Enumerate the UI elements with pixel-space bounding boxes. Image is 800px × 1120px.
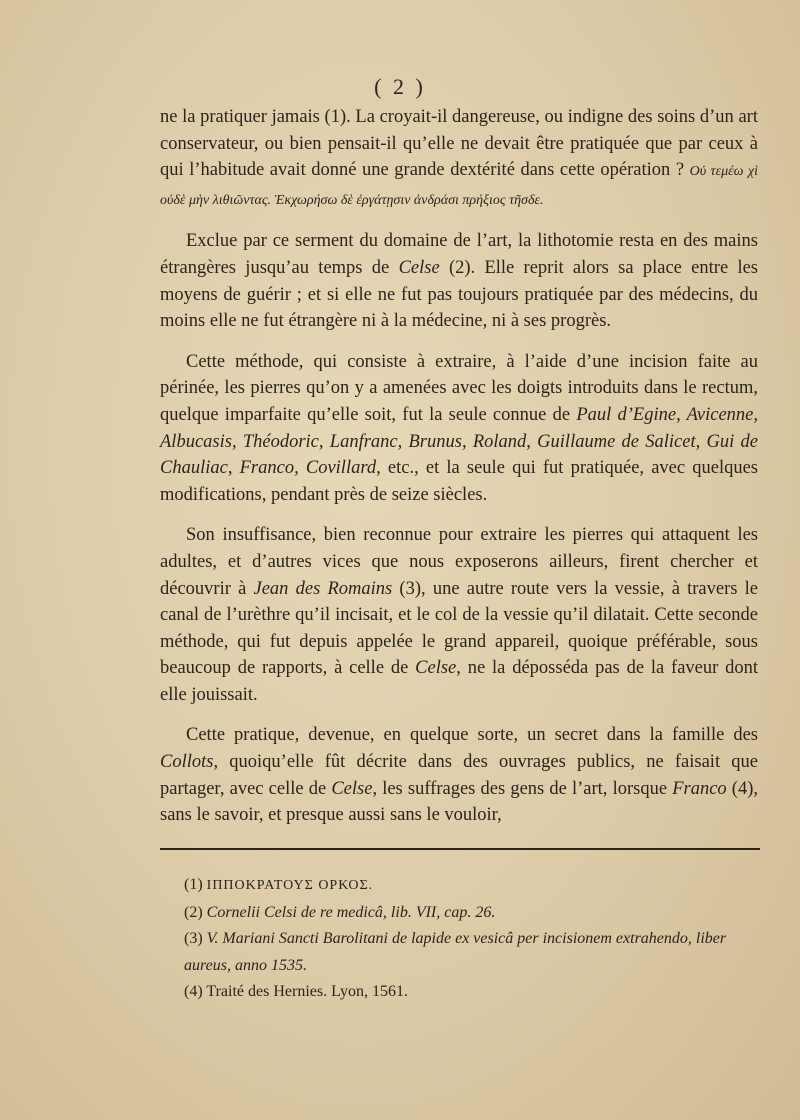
name-celse-2: Celse	[415, 658, 457, 679]
name-celse: Celse	[398, 257, 440, 278]
paragraph-4-end: , ne la déposséda pas de la faveur dont elle jouissait.	[160, 658, 759, 705]
paragraph-3-end: etc., et la seule qui fut pratiquée, avec quelques modifications, pendant près de seize siècles.	[160, 458, 759, 505]
name-jean-des-romains: Jean des Romains	[253, 578, 393, 599]
footnote-2-text: Cornelii Celsi de re medicâ, lib. VII, cap. 26.	[206, 903, 496, 921]
paragraph-4-text: Son insuffisance, bien reconnue pour extraire les pierres qui attaquent les adultes, et d’autres vices que nous exposerons ailleurs, firent chercher et découvrir à	[160, 525, 758, 599]
footnote-2-number: (2)	[184, 903, 203, 921]
footnote-rule	[160, 848, 760, 850]
name-collots: Collots	[160, 752, 214, 773]
paragraph-2-text: Exclue par ce serment du domaine de l’art, la lithotomie resta en des mains étrangères jusqu’au temps de	[160, 231, 758, 278]
paragraph-3-text: Cette méthode, qui consiste à extraire, à l’aide d’une incision faite au périnée, les pierres qu’on y a amenées avec les doigts introduits dans le rectum, quelque imparfaite qu’elle soit, fut la seule connue de	[160, 351, 758, 425]
paragraph-1-text: ne la pratiquer jamais (1). La croyait-il dangereuse, ou indigne des soins d’un art conservateur, ou bien pensait-il qu’elle ne devait être pratiquée que par ceux à qui l’habitude avait donné une grande dextérité dans cette opération ?	[160, 107, 758, 181]
footnote-4	[184, 979, 758, 1006]
footnote-4-text: Traité des Hernies. Lyon, 1561.	[206, 983, 408, 1000]
footnote-3-text: V. Mariani Sancti Barolitani de lapide ex vesicâ per incisionem extrahendo, liber aureus, anno 1535.	[184, 930, 727, 974]
paragraph-5-mid: , quoiqu’elle fût décrite dans des ouvrages publics, ne faisait que partager, avec celle de	[160, 752, 758, 799]
footnote-1-text: ΙΠΠΟΚΡΑΤΟΥΣ ΟΡΚΟΣ.	[206, 878, 374, 893]
paragraph-5	[160, 722, 758, 828]
name-celse-3: Celse	[331, 778, 373, 799]
paragraph-5-end: (4), sans le savoir, et presque aussi sans le vouloir,	[160, 778, 758, 826]
name-franco: Franco	[672, 778, 727, 799]
paragraph-2	[160, 228, 758, 334]
paragraph-3	[160, 349, 758, 509]
author-names: Paul d’Egine, Avicenne, Albucasis, Théodoric, Lanfranc, Brunus, Roland, Guillaume de Salicet, Gui de Chauliac, Franco, Covillard,	[160, 404, 759, 479]
footnote-3-number: (3)	[184, 930, 203, 947]
paragraph-4	[160, 522, 758, 708]
footnote-4-number: (4)	[184, 983, 203, 1000]
paragraph-5-text: Cette pratique, devenue, en quelque sorte, un secret dans la famille des	[186, 725, 758, 746]
footnote-1-number: (1)	[184, 876, 203, 893]
footnotes	[184, 872, 758, 1006]
main-text	[160, 104, 758, 843]
footnote-3	[184, 926, 758, 979]
paragraph-4-mid: (3), une autre route vers la vessie, à travers le canal de l’urèthre qu’il incisait, et le col de la vessie qu’il dilatait. Cette seconde méthode, qui fut depuis appelée le grand appareil, quoique préférable, sous beaucoup de rapports, à celle de	[160, 578, 758, 679]
paragraph-2-rest: (2). Elle reprit alors sa place entre les moyens de guérir ; et si elle ne fut pas toujours pratiquée par des médecins, du moins elle ne fut étrangère ni à la médecine, ni à ses progrès.	[160, 257, 759, 332]
paragraph-1	[160, 104, 758, 214]
paragraph-5-mid2: , les suffrages des gens de l’art, lorsque	[372, 778, 673, 799]
greek-quotation: Οὐ τεμέω χὶ οὐδὲ μὴν λιθιῶντας. Ἐκχωρήσω δὲ ἐργάτῃσιν ἀνδράσι πρήξιος τῆσδε.	[160, 164, 758, 208]
footnote-2	[184, 900, 758, 927]
footnote-1	[184, 872, 758, 900]
page-number: ( 2 )	[374, 74, 426, 99]
